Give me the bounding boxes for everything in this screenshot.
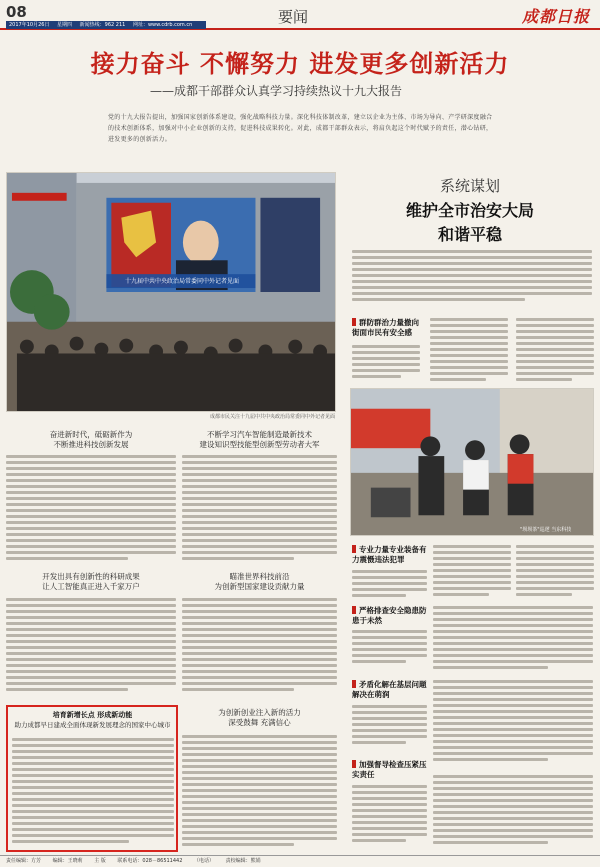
- lead-paragraph: 党的十九大报告提出，加强国家创新体系建设，强化战略科技力量。深化科技体制改革，建立以企业为主体、市场为导向、产学研深度融合的技术创新体系，加强对中小企业创新的支持，促进科技成果转化。对此，成都干部群众表示，将肩负起这个时代赋予的责任，潜心钻研，进发更多的创新活力。: [108, 114, 493, 143]
- side-column-left-text: [352, 345, 420, 385]
- hero-photo: [6, 172, 336, 412]
- footer-proofreader: 责校编辑：熊娟: [225, 858, 261, 864]
- side-column-i-text: [433, 775, 593, 850]
- footer-layout: 主 版: [94, 858, 106, 864]
- issue-date: 2017年10月26日: [9, 22, 50, 28]
- hero-screen-banner: 十九届中共中央政治局常委同中外记者见面: [124, 278, 239, 285]
- hero-photo-caption: 成都市民关注十九届中共中央政治局常委同中外记者见面: [209, 414, 335, 420]
- article-6-text: [182, 735, 337, 850]
- side-feature-line1: 系统谋划: [439, 177, 500, 195]
- article-2-text: [182, 455, 337, 565]
- side-subhead-3: 严格排查安全隐患防患于未然: [352, 606, 427, 625]
- main-subheadline: ——成都干部群众认真学习持续热议十九大报告: [150, 84, 403, 98]
- article-4-headline: 瞄准世界科技前沿 为创新型国家建设贡献力量: [214, 572, 305, 591]
- main-headline: 接力奋斗 不懈努力 进发更多创新活力: [90, 50, 510, 78]
- side-column-e-text: [433, 606, 593, 676]
- side-column-a-text: [352, 570, 427, 600]
- side-column-c-text: [516, 545, 594, 600]
- masthead: [0, 0, 600, 30]
- red-marker: [352, 606, 356, 614]
- issue-meta-strip: [6, 21, 206, 29]
- side-column-h-text: [352, 785, 427, 850]
- side-subhead-5: 加强督导检查压紧压实责任: [352, 760, 427, 779]
- street-patrol-image: [351, 389, 593, 535]
- footer-compiler: 编辑：王晓莉: [52, 858, 83, 864]
- article-2-headline: 不断学习汽车智能制造最新技术 建设知识型技能型创新型劳动者大军: [199, 430, 320, 449]
- issue-weekday: 星期四: [57, 22, 73, 28]
- article-4-text: [182, 598, 337, 698]
- red-marker: [352, 545, 356, 553]
- red-marker: [352, 318, 356, 326]
- side-column-g-text: [433, 680, 593, 770]
- footer-phone-note: （电话）: [194, 858, 215, 864]
- side-subhead-4: 矛盾化解在基层问题解决在萌润: [352, 680, 427, 699]
- footer-phone: 联系电话：028－86511442: [117, 858, 183, 864]
- side-column-mid-text: [430, 318, 508, 386]
- article-1-text: [6, 455, 176, 565]
- side-feature-line2: 维护全市治安大局: [405, 201, 534, 220]
- article-3-headline: 开发出具有创新性的科研成果 让人工智能真正进入千家万户: [42, 572, 140, 591]
- news-hotline: 新闻热线：962 211: [79, 22, 126, 28]
- red-marker: [352, 760, 356, 768]
- side-column-b-text: [433, 545, 511, 600]
- side-column-d-text: [352, 630, 427, 670]
- footer-editor: 责任编辑：方芳: [6, 858, 42, 864]
- side-subhead-2: 专业力量专业装备有力震慑违法犯罪: [352, 545, 427, 564]
- side-column-right-text: [516, 318, 594, 386]
- article-5-text: [12, 738, 174, 846]
- side-feature-line3: 和谐平稳: [437, 225, 502, 244]
- side-feature-headline: [350, 175, 590, 245]
- patrol-photo: [350, 388, 594, 536]
- article-5-headline: 培育新增长点 形成新动能 助力成都早日建成全面体现新发展理念的国家中心城市: [14, 711, 171, 729]
- crowd-watching-screen-image: [7, 173, 335, 411]
- page-number: 08: [6, 3, 27, 21]
- side-intro-text: [352, 250, 592, 310]
- side-column-f-text: [352, 705, 427, 750]
- article-6-headline: 为创新创业注入新的活力 深受鼓舞 充满信心: [218, 708, 301, 727]
- page-footer: [0, 855, 600, 867]
- article-3-text: [6, 598, 176, 698]
- side-subhead-1: 群防群治力量撤向街面市民有安全感: [352, 318, 419, 337]
- website: 网址：www.cdrb.com.cn: [132, 22, 193, 28]
- section-name: 要闻: [278, 8, 309, 26]
- red-marker: [352, 680, 356, 688]
- article-1-headline: 奋进新时代，砥砺新作为 不断推进科技创新发展: [49, 430, 133, 449]
- patrol-photo-caption: "坝坝茶"巡逻 当东科技: [520, 527, 572, 533]
- newspaper-logo: 成都日报: [521, 7, 590, 26]
